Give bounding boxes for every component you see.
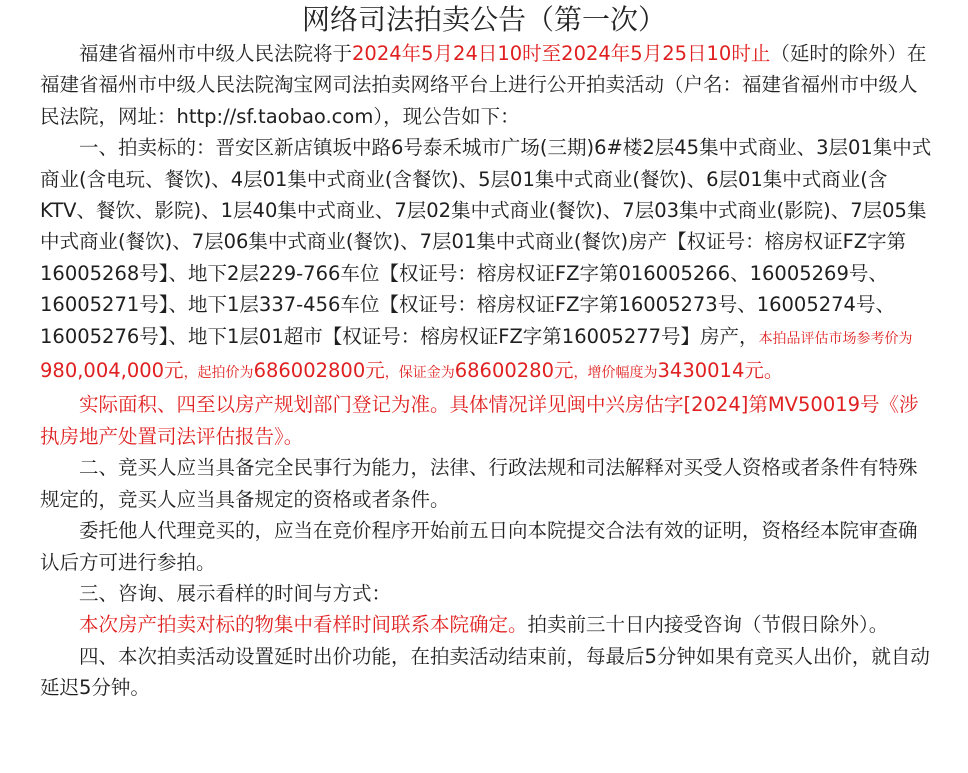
section-1-paragraph: [40, 132, 935, 389]
increment-label: ，增价幅度为: [573, 365, 658, 382]
deposit-label: ，保证金为: [384, 365, 455, 382]
start-price-label: ，起拍价为: [183, 365, 254, 382]
page-title: 网络司法拍卖公告（第一次）: [301, 3, 666, 36]
viewing-notice: 本次房产拍卖对标的物集中看样时间联系本院确定。: [79, 613, 528, 637]
section-1-text: 一、拍卖标的：晋安区新店镇坂中路6号泰禾城市广场(三期)6#楼2层45集中式商业、3层01集中式商业(含电玩、餐饮)、4层01集中式商业(含餐饮)、5层01集中式商业(餐饮)、6层01集中式商业(含KTV、餐饮、影院)、1层40集中式商业、7层02集中式商业(餐饮)、7层03集中式商业(影院)、7层05集中式商业(餐饮)、7层06集中式商业(餐饮)、7层01集中式商业(餐饮)房产【权证号：榕房权证FZ字第16005268号】、地下2层229-766车位【权证号：榕房权证FZ字第016005266、16005269号、16005271号】、地下1层337-456车位【权证号：榕房权证FZ字第16005273号、16005274号、16005276号】、地下1层01超市【权证号：榕房权证FZ字第16005277号】房产，: [40, 136, 932, 348]
start-price-value: 686002800元: [253, 359, 385, 383]
intro-suffix: （延时的除外）在福建省福州市中级人民法院淘宝网司法拍卖网络平台上进行公开拍卖活动（户名：福建省福州市中级人民法院，网址：http://sf.taobao.com），现公告如下：: [40, 42, 927, 128]
section-3-paragraph: [40, 609, 935, 640]
deposit-value: 68600280元: [454, 359, 574, 383]
consultation-notice: 拍卖前三十日内接受咨询（节假日除外）。: [527, 613, 889, 637]
valuation-label: 本拍品评估市场参考价为: [758, 330, 913, 347]
section-4-paragraph: 四、本次拍卖活动设置延时出价功能，在拍卖活动结束前，每最后5分钟如果有竞买人出价，就自动延迟5分钟。: [40, 644, 930, 700]
proxy-paragraph: 委托他人代理竞买的，应当在竞价程序开始前五日向本院提交合法有效的证明，资格经本院审查确认后方可进行参拍。: [40, 519, 918, 574]
intro-paragraph: [40, 38, 935, 132]
announcement-body: [40, 38, 935, 704]
valuation-value: 980,004,000元: [40, 359, 184, 383]
increment-value: 3430014元。: [657, 359, 784, 383]
section-2-paragraph: 二、竞买人应当具备完全民事行为能力，法律、行政法规和司法解释对买受人资格或者条件有特殊规定的，竞买人应当具备规定的资格或者条件。: [40, 456, 918, 511]
auction-time-range: 2024年5月24日10时至2024年5月25日10时止: [352, 42, 771, 65]
section-3-heading: 三、咨询、展示看样的时间与方式：: [79, 581, 392, 605]
area-notice-paragraph: 实际面积、四至以房产规划部门登记为准。具体情况详见闽中兴房估字[2024]第MV50019号《涉执房地产处置司法评估报告》。: [40, 393, 919, 448]
intro-prefix: 福建省福州市中级人民法院将于: [79, 42, 353, 65]
